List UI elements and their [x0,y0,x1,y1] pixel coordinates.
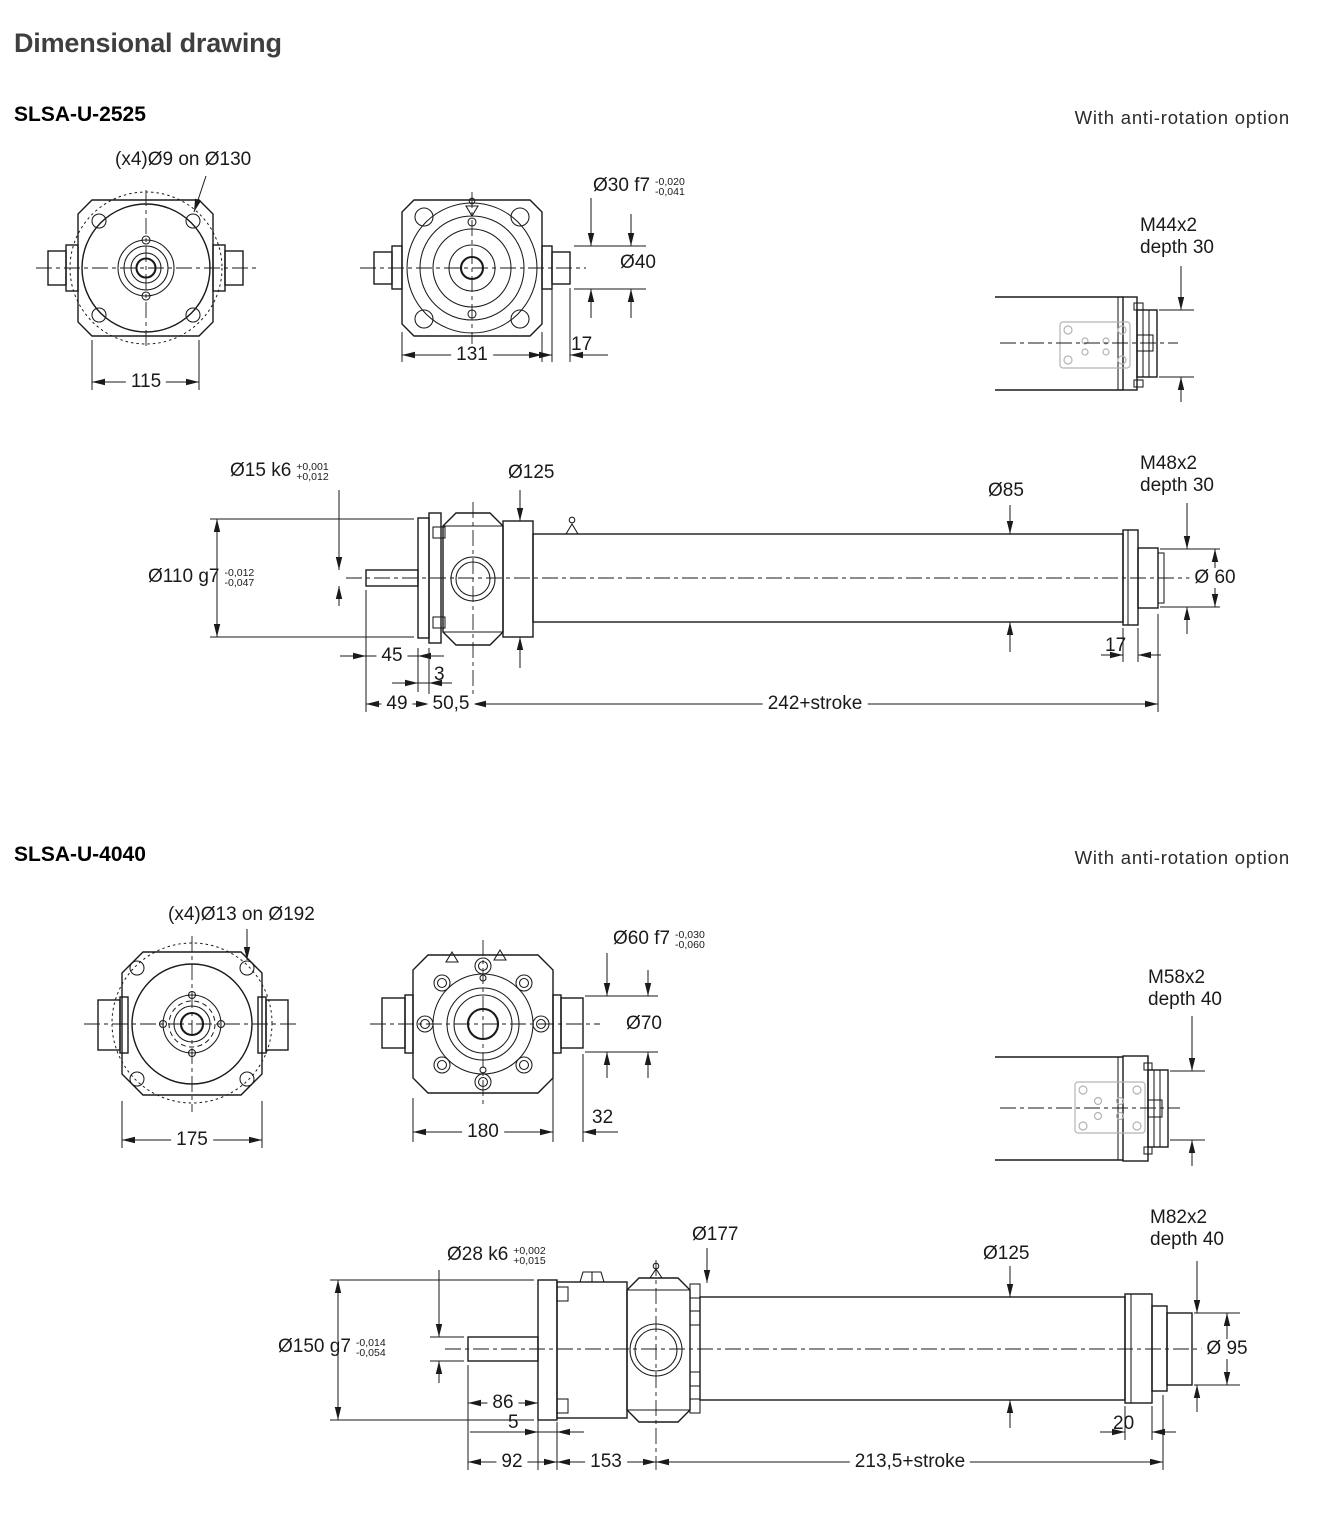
dim-pilot-dia-2525-value: Ø30 f7 [593,175,651,196]
dim-tube-dia-4040: Ø125 [983,1243,1030,1264]
rod-thread-depth-4040: depth 40 [1150,1229,1224,1250]
dim-width-front-2525: 115 [126,372,166,392]
rod-thread-2525: M48x2 [1140,453,1198,474]
view-slsa-u-4040-long [330,1248,1250,1470]
rod-thread-depth-2525: depth 30 [1140,475,1214,496]
page-title: Dimensional drawing [14,28,282,58]
dim-d1-4040: 92 [496,1452,527,1472]
view-slsa-u-4040-front [84,929,300,1148]
dim-d1-2525: 49 [381,694,412,714]
dim-d2-2525: 50,5 [428,694,475,714]
dim-width-side-2525: 131 [451,345,493,365]
dim-body-dia-4040: Ø177 [692,1224,739,1245]
dim-flange-dia-2525: Ø110 g7 -0,012 -0,047 [148,566,255,589]
anti-thread-4040: M58x2 [1148,967,1206,988]
dim-shaft-dia-2525: Ø15 k6 +0,001 +0,012 [230,460,329,483]
dim-pilot-dia-2525-tolerance: -0,020 -0,041 [655,176,685,198]
dim-width-side-4040: 180 [462,1122,504,1142]
rod-thread-4040: M82x2 [1150,1207,1208,1228]
dim-cap-len-2525: 17 [1105,635,1127,656]
anti-depth-2525: depth 30 [1140,237,1214,258]
dim-stub-dia-4040: Ø70 [621,1014,667,1034]
dim-plate-t-2525: 3 [434,664,445,685]
dim-shaft-dia-4040: Ø28 k6 +0,002 +0,015 [447,1244,546,1267]
anti-depth-4040: depth 40 [1148,989,1222,1010]
dim-width-front-4040: 175 [171,1130,213,1150]
dim-body-dia-2525: Ø125 [508,462,555,483]
dim-stub-dia-2525: Ø40 [615,253,661,273]
view-slsa-u-2525-anti-rotation [995,266,1194,402]
anti-rotation-note-2525: With anti-rotation option [1074,107,1290,128]
model-name-4040: SLSA-U-4040 [14,843,146,866]
dim-plate-t-4040: 5 [508,1412,519,1433]
anti-rotation-note-4040: With anti-rotation option [1074,847,1290,868]
dim-tube-dia-2525: Ø85 [988,480,1024,501]
dim-rod-dia-4040: Ø 95 [1201,1339,1252,1359]
dim-flange-dia-4040: Ø150 g7 -0,014 -0,054 [278,1336,386,1359]
hole-note-2525: (x4)Ø9 on Ø130 [115,149,252,170]
dim-shaft-len-4040: 86 [487,1393,518,1413]
dim-pilot-dia-2525 [593,176,685,197]
hole-note-4040: (x4)Ø13 on Ø192 [168,904,315,925]
dim-stub-len-2525: 17 [571,334,593,355]
dim-cap-len-4040: 20 [1113,1413,1135,1434]
view-slsa-u-2525-side [360,192,646,362]
dim-stub-len-4040: 32 [592,1107,614,1128]
view-slsa-u-4040-side [370,940,658,1142]
anti-thread-2525: M44x2 [1140,215,1198,236]
model-name-2525: SLSA-U-2525 [14,103,146,126]
view-slsa-u-2525-long [210,490,1220,718]
view-slsa-u-2525-front [36,176,258,390]
dim-rod-dia-2525: Ø 60 [1189,568,1240,588]
dim-d2-4040: 153 [585,1452,627,1472]
dim-pilot-dia-4040: Ø60 f7 -0,030 -0,060 [613,928,705,951]
dim-length-2525: 242+stroke [763,694,868,714]
dim-length-4040: 213,5+stroke [850,1452,970,1472]
view-slsa-u-4040-anti-rotation [995,1016,1205,1166]
dim-shaft-len-2525: 45 [376,646,407,666]
